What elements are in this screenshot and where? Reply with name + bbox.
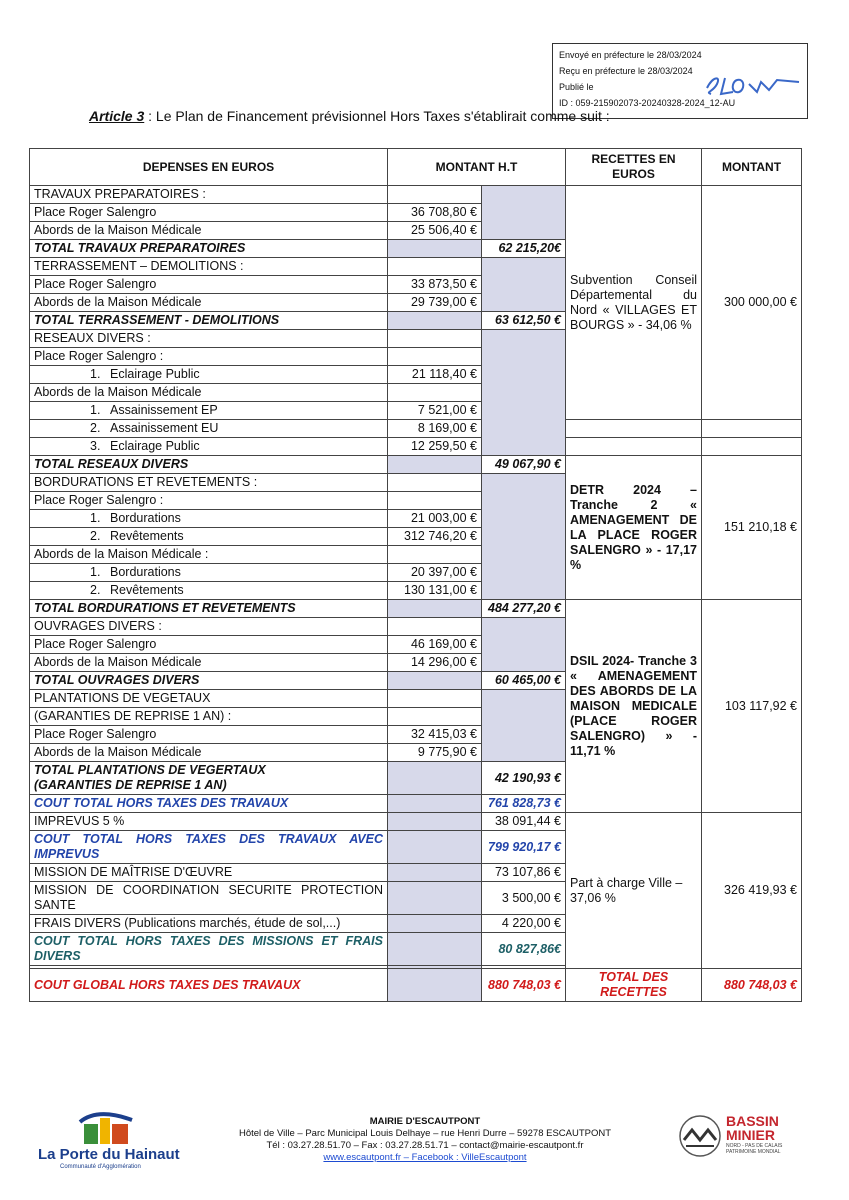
total-row [30,600,802,618]
total-amount: 42 190,93 € [482,762,566,795]
total-amount: 484 277,20 € [482,600,566,618]
item-label: Assainissement EP [110,403,218,417]
row-amount: 21 003,00 € [388,510,482,528]
row-amount: 130 131,00 € [388,582,482,600]
row-label: Abords de la Maison Médicale [30,384,388,402]
recette-cd-nord-amount: 300 000,00 € [702,186,802,420]
logo-right-line1: BASSIN [726,1113,779,1129]
table-row [30,438,802,456]
row-amount: 3 500,00 € [482,882,566,915]
row-label: Abords de la Maison Médicale [30,744,388,762]
row-label: Abords de la Maison Médicale [30,294,388,312]
total-amount: 60 465,00 € [482,672,566,690]
global-total-label: COUT GLOBAL HORS TAXES DES TRAVAUX [30,969,388,1002]
table-row [30,813,802,831]
row-amount: 7 521,00 € [388,402,482,420]
table-row [30,186,802,204]
row-label [30,402,388,420]
row-label: MISSION DE MAÎTRISE D'ŒUVRE [30,864,388,882]
row-label [30,510,388,528]
item-number: 1. [90,403,101,417]
header-recettes: RECETTES EN EUROS [566,149,702,186]
total-amount: 761 828,73 € [482,795,566,813]
row-amount: 73 107,86 € [482,864,566,882]
row-amount: 33 873,50 € [388,276,482,294]
row-amount: 312 746,20 € [388,528,482,546]
item-label: Assainissement EU [110,421,219,435]
porte-du-hainaut-logo-icon [76,1110,136,1146]
row-amount: 20 397,00 € [388,564,482,582]
recette-ville-amount: 326 419,93 € [702,813,802,969]
recette-ville: Part à charge Ville – 37,06 % [566,813,702,969]
header-montant-ht: MONTANT H.T [388,149,566,186]
total-label: TOTAL BORDURATIONS ET REVETEMENTS [30,600,388,618]
total-label: COUT TOTAL HORS TAXES DES TRAVAUX AVEC IMPREVUS [30,831,388,864]
total-amount: 80 827,86€ [482,933,566,966]
footer-address [190,1116,660,1164]
bassin-minier-logo-icon [678,1114,722,1158]
recette-detr-amount: 151 210,18 € [702,456,802,600]
row-label [30,420,388,438]
global-total-amount: 880 748,03 € [482,969,566,1002]
total-label: TOTAL TERRASSEMENT - DEMOLITIONS [30,312,388,330]
item-number: 1. [90,367,101,381]
row-amount: 14 296,00 € [388,654,482,672]
row-label: PLANTATIONS DE VEGETAUX [30,690,388,708]
footer-address-line: Hôtel de Ville – Parc Municipal Louis Delhaye – rue Henri Durre – 59278 ESCAUTPONT [238,1128,612,1139]
logo-right-line2: MINIER [726,1127,775,1143]
total-label-line: (GARANTIES DE REPRISE 1 AN) [34,778,227,792]
header-row [30,149,802,186]
row-amount: 25 506,40 € [388,222,482,240]
bassin-minier-logo [678,1110,808,1170]
recette-detr: DETR 2024 – Tranche 2 « AMENAGEMENT DE LA PLACE ROGER SALENGRO » - 17,17 % [566,456,702,600]
row-label: Abords de la Maison Médicale [30,654,388,672]
row-amount: 21 118,40 € [388,366,482,384]
total-amount: 62 215,20€ [482,240,566,258]
item-label: Eclairage Public [110,367,200,381]
row-amount: 12 259,50 € [388,438,482,456]
footer-title: MAIRIE D'ESCAUTPONT [369,1116,481,1127]
row-label: FRAIS DIVERS (Publications marchés, étude de sol,...) [30,915,388,933]
item-label: Revêtements [110,583,184,597]
row-label: Place Roger Salengro [30,276,388,294]
total-amount: 49 067,90 € [482,456,566,474]
row-label [30,582,388,600]
row-label: Abords de la Maison Médicale [30,222,388,240]
table-row [30,420,802,438]
porte-du-hainaut-logo [38,1110,178,1180]
total-label: COUT TOTAL HORS TAXES DES MISSIONS ET FRAIS DIVERS [30,933,388,966]
logo-right-line3: NORD - PAS DE CALAIS PATRIMOINE MONDIAL [726,1143,783,1155]
stamp-line: Reçu en préfecture le 28/03/2024 [559,66,693,76]
row-amount: 36 708,80 € [388,204,482,222]
item-label: Revêtements [110,529,184,543]
article-text: : Le Plan de Financement prévisionnel Hors Taxes s'établirait comme suit : [144,108,610,124]
global-total-row [30,969,802,1002]
logo-left-subtext: Communauté d'Agglomération [60,1164,141,1170]
financing-table [29,148,802,1002]
item-label: Bordurations [110,565,181,579]
row-amount: 38 091,44 € [482,813,566,831]
row-label: Place Roger Salengro [30,204,388,222]
row-label: Place Roger Salengro : [30,492,388,510]
total-label-line: TOTAL PLANTATIONS DE VEGERTAUX [34,763,266,777]
row-label: BORDURATIONS ET REVETEMENTS : [30,474,388,492]
row-label: Abords de la Maison Médicale : [30,546,388,564]
recette-dsil: DSIL 2024- Tranche 3 « AMENAGEMENT DES ABORDS DE LA MAISON MEDICALE (PLACE ROGER SALENGRO) » - 11,71 % [566,600,702,813]
row-amount: 32 415,03 € [388,726,482,744]
row-label: (GARANTIES DE REPRISE 1 AN) : [30,708,388,726]
total-label: TOTAL OUVRAGES DIVERS [30,672,388,690]
footer-website-link[interactable]: www.escautpont.fr – Facebook : VilleEscautpont [323,1152,527,1163]
row-label: Place Roger Salengro [30,636,388,654]
item-label: Eclairage Public [110,439,200,453]
row-label [30,528,388,546]
row-amount: 4 220,00 € [482,915,566,933]
row-label: TERRASSEMENT – DEMOLITIONS : [30,258,388,276]
footer-contact-line: Tél : 03.27.28.51.70 – Fax : 03.27.28.51.71 – contact@mairie-escautpont.fr [266,1140,584,1151]
logo-left-text: La Porte du Hainaut [38,1146,180,1163]
total-label: COUT TOTAL HORS TAXES DES TRAVAUX [30,795,388,813]
total-label [30,762,388,795]
total-label: TOTAL RESEAUX DIVERS [30,456,388,474]
row-label: RESEAUX DIVERS : [30,330,388,348]
header-montant: MONTANT [702,149,802,186]
total-amount: 799 920,17 € [482,831,566,864]
recette-cd-nord: Subvention Conseil Départemental du Nord « VILLAGES ET BOURGS » - 34,06 % [566,186,702,420]
item-number: 3. [90,439,101,453]
signature-image [703,70,803,98]
row-amount: 46 169,00 € [388,636,482,654]
item-number: 2. [90,583,101,597]
row-amount: 29 739,00 € [388,294,482,312]
stamp-line: Envoyé en préfecture le 28/03/2024 [559,50,702,60]
row-amount: 9 775,90 € [388,744,482,762]
row-label [30,438,388,456]
article-number: Article 3 [89,108,145,124]
row-label: IMPREVUS 5 % [30,813,388,831]
row-label [30,366,388,384]
row-label [30,564,388,582]
item-label: Bordurations [110,511,181,525]
total-row [30,456,802,474]
total-recettes-label: TOTAL DES RECETTES [566,969,702,1002]
item-number: 1. [90,565,101,579]
row-label: Place Roger Salengro [30,726,388,744]
row-label: TRAVAUX PREPARATOIRES : [30,186,388,204]
row-label: OUVRAGES DIVERS : [30,618,388,636]
total-recettes-amount: 880 748,03 € [702,969,802,1002]
stamp-line: ID : 059-215902073-20240328-2024_12-AU [559,98,736,108]
item-number: 2. [90,529,101,543]
row-amount: 8 169,00 € [388,420,482,438]
stamp-line: Publié le [559,82,594,92]
header-depenses: DEPENSES EN EUROS [30,149,388,186]
footer [0,1110,849,1190]
recette-dsil-amount: 103 117,92 € [702,600,802,813]
row-label: MISSION DE COORDINATION SECURITE PROTECTION SANTE [30,882,388,915]
item-number: 2. [90,421,101,435]
total-label: TOTAL TRAVAUX PREPARATOIRES [30,240,388,258]
row-label: Place Roger Salengro : [30,348,388,366]
total-amount: 63 612,50 € [482,312,566,330]
article-heading [89,108,610,124]
item-number: 1. [90,511,101,525]
